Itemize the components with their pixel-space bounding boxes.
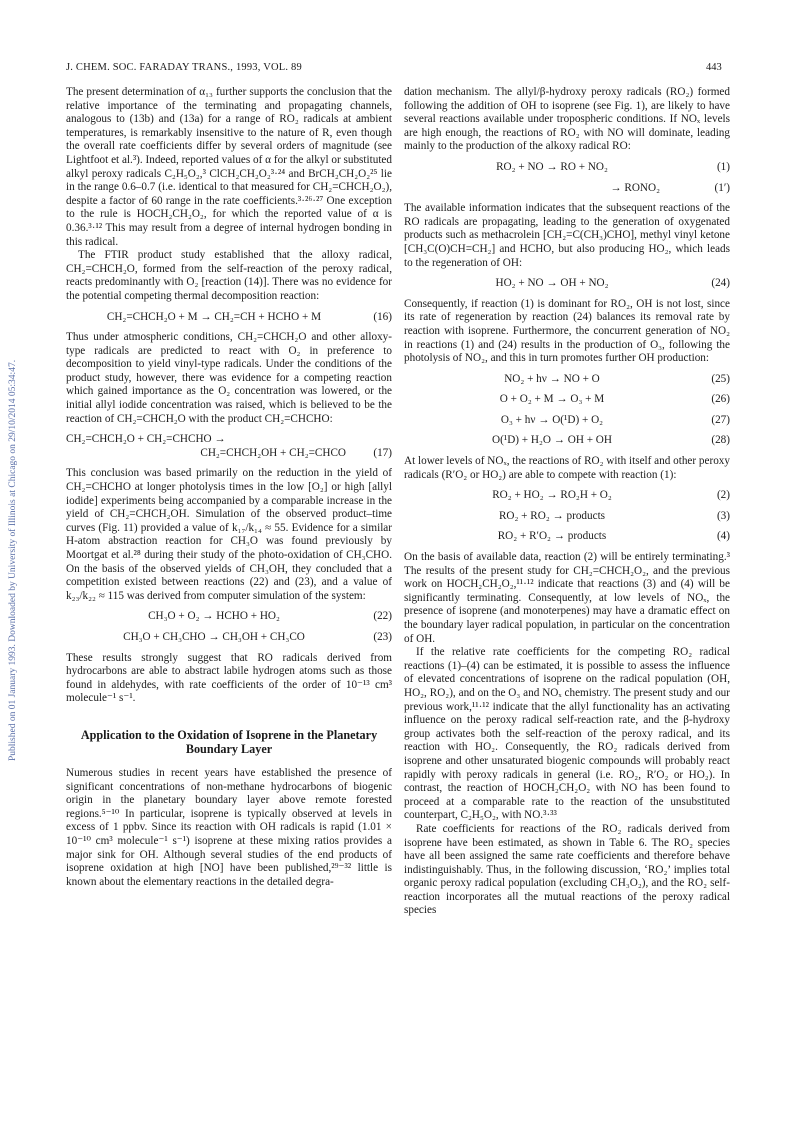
equation-number: (25) bbox=[711, 372, 730, 385]
equation-27 bbox=[404, 414, 730, 428]
paragraph: Consequently, if reaction (1) is dominant for RO₂, OH is not lost, since its rate of regeneration by reaction (24) balances its removal rate by reaction with isoprene. Furthermore, the concurrent generation of NO₂ in reactions (1) and (24) results in the production of O₃, following the photolysis of NO₂, and this in turn promotes further OH production: bbox=[404, 297, 730, 365]
left-column bbox=[66, 86, 392, 889]
equation-2 bbox=[404, 489, 730, 503]
equation-text: CH₃O + O₂ → HCHO + HO₂ bbox=[148, 610, 280, 623]
equation-16 bbox=[66, 311, 392, 325]
equation-text: RO₂ + R′O₂ → products bbox=[497, 530, 607, 543]
equation-number: (26) bbox=[711, 393, 730, 406]
equation-number: (28) bbox=[711, 434, 730, 447]
section-title: Application to the Oxidation of Isoprene in the Planetary Boundary Layer bbox=[80, 727, 378, 757]
equation-number: (27) bbox=[711, 413, 730, 426]
equation-28 bbox=[404, 434, 730, 448]
equation-22 bbox=[66, 610, 392, 624]
equation-3 bbox=[404, 510, 730, 524]
paragraph: dation mechanism. The allyl/β-hydroxy peroxy radicals (RO₂) formed following the addition of OH to isoprene (see Fig. 1), are likely to have several reactions available under tropospheric conditions. If NOₓ levels are high enough, the reactions of RO₂ with NO will dominate, leading mainly to the production of the alkoxy radical RO: bbox=[404, 86, 730, 153]
equation-23 bbox=[66, 631, 392, 645]
equation-text: CH₂=CHCH₂O + M → CH₂=CH + HCHO + M bbox=[106, 310, 322, 323]
equation-number: (22) bbox=[373, 610, 392, 623]
equation-number: (23) bbox=[373, 630, 392, 643]
paragraph: On the basis of available data, reaction (2) will be entirely terminating.³ The results of the present study for CH₂=CHCH₂O₂, and the previous work on HOCH₂CH₂O₂,¹¹·¹² indicate that reactions (3) and (4) will be significantly terminating. Consequently, at low levels of NOₓ, the presence of isoprene (and monoterpenes) may have a dramatic effect on the boundary layer radical population, in particular on the concentration of OH. bbox=[404, 551, 730, 645]
equation-number: (1) bbox=[716, 160, 730, 173]
paragraph: If the relative rate coefficients for the competing RO₂ radical reactions (1)–(4) can be estimated, it is possible to assess the influence of elevated concentrations of isoprene on the radical population (OH, HO₂, RO₂), and on the O₃ and NOₓ chemistry. The present study and our previous work,¹¹·¹² indicate that the allyl functionality has an activating influence on the peroxy radical self-reaction rate, and the β-hydroxy group activates both the self-reaction of the peroxy radical, and its reaction with HO₂. Consequently, the RO₂ radicals derived from isoprene and other unsaturated biogenic compounds will probably react rapidly with peroxy radicals in general (i.e. RO₂, R′O₂ or HO₂). In contrast, the reaction of HOCH₂CH₂O₂ with NO has been found to proceed at a comparable rate to the reaction of the unsubstituted counterpart, C₂H₅O₂, with NO.³·³³ bbox=[404, 646, 730, 822]
equation-text: O(¹D) + H₂O → OH + OH bbox=[492, 434, 612, 447]
equation-25 bbox=[404, 373, 730, 387]
equation-text: CH₂=CHCH₂OH + CH₂=CHCO bbox=[200, 446, 346, 459]
equation-number: (24) bbox=[711, 277, 730, 290]
equation-text: O₃ + hν → O(¹D) + O₂ bbox=[500, 413, 604, 426]
paragraph: Thus under atmospheric conditions, CH₂=CHCH₂O and other alloxy-type radicals are predicted to react with O₂ in preference to decomposition to yield vinyl-type radicals. Under the conditions of the product study, however, there was evidence for a competing reaction which gained importance as the O₂ concentration was lowered, or the initial allyl iodide concentration was raised, which is believed to be the reaction of CH₂=CHCH₂O with the product CH₂=CHCHO: bbox=[66, 331, 392, 425]
paragraph: The FTIR product study established that the alloxy radical, CH₂=CHCH₂O, formed from the self-reaction of the peroxy radical, reacts predominantly with O₂ [reaction (14)]. There was no evidence for the potential competing thermal decomposition reaction: bbox=[66, 249, 392, 302]
right-column bbox=[404, 86, 730, 918]
page-number: 443 bbox=[706, 62, 722, 73]
equation-1 bbox=[404, 161, 730, 175]
equation-text: → RONO₂ bbox=[610, 181, 660, 194]
paragraph: These results strongly suggest that RO radicals derived from hydrocarbons are able to abstract labile hydrogen atoms such as those found in aldehydes, with rate coefficients of the order of 10⁻¹³ cm³ molecule⁻¹ s⁻¹. bbox=[66, 651, 392, 705]
equation-text: CH₂=CHCH₂O + CH₂=CHCHO → bbox=[66, 433, 226, 446]
equation-number: (2) bbox=[716, 489, 730, 502]
equation-number: (3) bbox=[716, 509, 730, 522]
equation-number: (1′) bbox=[714, 181, 730, 194]
equation-26 bbox=[404, 393, 730, 407]
equation-text: NO₂ + hν → NO + O bbox=[504, 372, 600, 385]
equation-text: RO₂ + HO₂ → RO₂H + O₂ bbox=[492, 489, 612, 502]
equation-text: RO₂ + NO → RO + NO₂ bbox=[496, 160, 608, 173]
equation-text: RO₂ + RO₂ → products bbox=[498, 509, 606, 522]
equation-4 bbox=[404, 530, 730, 544]
equation-17 bbox=[66, 433, 392, 460]
paragraph: The present determination of α₁₃ further supports the conclusion that the relative importance of the terminating and propagating channels, analogous to (13b) and (13a) for a range of RO₂ radicals at ambient temperatures, is remarkably insensitive to the nature of R, even though the overall rate coefficients differ by several orders of magnitude (see Lightfoot et al.³). Indeed, reported values of α for the alkyl or substituted alkyl peroxy radicals C₂H₅O₂,³ ClCH₂CH₂O₂³·²⁴ and BrCH₂CH₂O₂²⁵ lie in the range 0.6–0.7 (i.e. identical to that measured for CH₂=CHCH₂O₂), despite a factor of 60 range in the rate coefficients.³·²⁶·²⁷ One exception to the rule is HOCH₂CH₂O₂, for which the reported value of α is 0.36.³·¹² This may result from a degree of internal hydrogen bonding in this radical. bbox=[66, 86, 392, 248]
equation-text: O + O₂ + M → O₃ + M bbox=[499, 393, 605, 406]
equation-text: CH₃O + CH₃CHO → CH₃OH + CH₃CO bbox=[123, 630, 305, 643]
equation-number: (16) bbox=[373, 310, 392, 323]
equation-number: (17) bbox=[373, 446, 392, 459]
download-watermark[interactable]: Published on 01 January 1993. Downloaded by University of Illinois at Chicago on 29/10/2014 05:34:47. bbox=[8, 359, 18, 761]
equation-24 bbox=[404, 277, 730, 291]
equation-number: (4) bbox=[716, 530, 730, 543]
paragraph: Rate coefficients for reactions of the RO₂ radicals derived from isoprene have been estimated, as shown in Table 6. The RO₂ species have all been assigned the same rate coefficients and therefore behave indistinguishably. Thus, in the following discussion, ‘RO₂’ implies total organic peroxy radical population (excluding CH₃O₂), and the RO₂ self-reaction incorporates all the mutual reactions of the peroxy radical species bbox=[404, 822, 730, 917]
paragraph: The available information indicates that the subsequent reactions of the RO radicals are propagating, leading to the generation of oxygenated products such as methacrolein [CH₂=C(CH₃)CHO], methyl vinyl ketone [CH₃C(O)CH=CH₂] and HCHO, but also producing HO₂, which leads to the regeneration of OH: bbox=[404, 202, 730, 269]
paragraph: At lower levels of NOₓ, the reactions of RO₂ with itself and other peroxy radicals (R′O₂ or HO₂) are able to compete with reaction (1): bbox=[404, 455, 730, 481]
journal-header: J. CHEM. SOC. FARADAY TRANS., 1993, VOL. 89 bbox=[66, 62, 302, 73]
paragraph: Numerous studies in recent years have established the presence of significant concentrations of non-methane hydrocarbons of biogenic origin in the planetary boundary layer above remote forested regions.⁵⁻¹⁰ In particular, isoprene is typically observed at levels in excess of 1 ppbv. Since its reaction with OH radicals is rapid (1.01 × 10⁻¹⁰ cm³ molecule⁻¹ s⁻¹) isoprene at these mixing ratios provides a major sink for OH. Although several studies of the end products of isoprene oxidation at high [NO] have been published,²⁹⁻³² little is known about the elementary reactions in the detailed degra- bbox=[66, 766, 392, 888]
paragraph: This conclusion was based primarily on the reduction in the yield of CH₂=CHCHO at longer photolysis times in the low [O₂] or high [allyl iodide] experiments being accompanied by a comparable increase in the yield of CH₂=CHCH₂OH. Simulation of the observed product–time curves (Fig. 11) provided a value of k₁₇/k₁₄ ≈ 55. Evidence for a similar H-atom abstraction reaction for CH₃O was found previously by Moortgat et al.²⁸ during their study of the photo-oxidation of CH₃CHO. On the basis of the observed yields of CH₃OH, they concluded that a competition existed between reactions (22) and (23), and a value of k₂₃/k₂₂ ≈ 115 was derived from computer simulation of the system: bbox=[66, 467, 392, 602]
equation-1-prime bbox=[404, 182, 730, 196]
equation-text: HO₂ + NO → OH + NO₂ bbox=[495, 277, 609, 290]
